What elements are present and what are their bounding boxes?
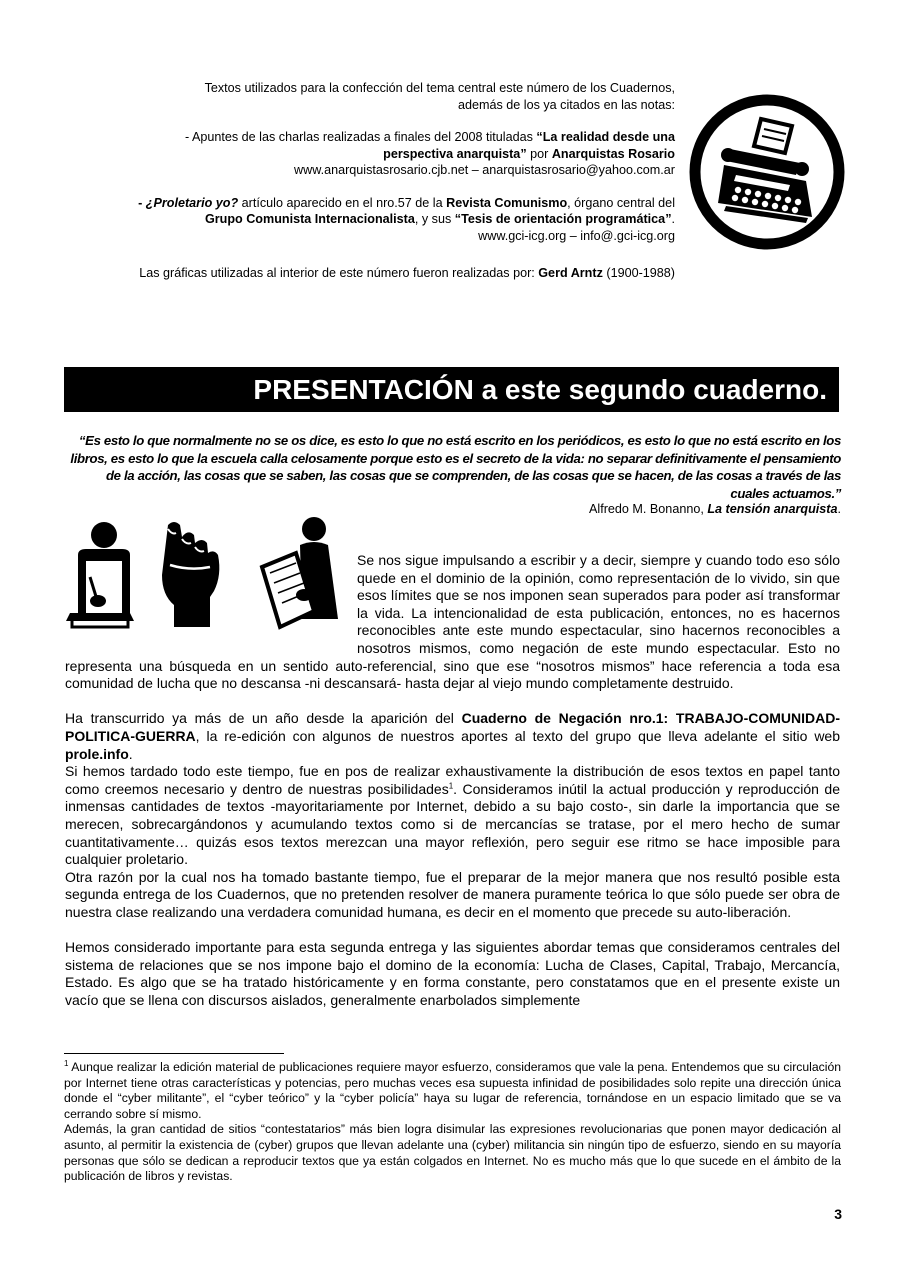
- credits-item-2-links: www.gci-icg.org – info@.gci-icg.org: [478, 228, 675, 243]
- credits-intro: Textos utilizados para la confección del tema central este número de los Cuadernos, además de los ya citados en las notas:: [204, 81, 675, 112]
- section-banner: [64, 367, 839, 412]
- typewriter-icon: [688, 93, 846, 251]
- credits-item-1: - Apuntes de las charlas realizadas a finales del 2008 tituladas “La realidad desde una perspectiva anarquista” por Anarquistas Rosario www.anarquistasrosario.cjb.net – anarquistasrosario@yahoo.com.ar: [184, 130, 675, 177]
- footnote-divider: [64, 1053, 284, 1054]
- footnote: [64, 1060, 841, 1185]
- graphics-credit: Las gráficas utilizadas al interior de este número fueron realizadas por: Gerd Arntz (1900-1988): [139, 266, 675, 280]
- paragraph-1: Se nos sigue impulsando a escribir y a decir, siempre y cuando todo eso sólo quede en el dominio de la opinión, como representación de lo vivido, sin que esos límites que se nos imponen sean superados para poder así transformar la vida. La intencionalidad de esta publicación, entonces, no es hacernos reconocibles ante este mundo espectacular, sino hacernos reconocibles a nosotros mismos, como negación de este mundo espectacular. Esto no representa una búsqueda en un sentido auto-referencial, sino que ese “nosotros mismos” hace referencia a toda esa comunidad de lucha que no descansa -ni descansará- hasta dejar al viejo mundo completamente destruido.: [65, 552, 840, 692]
- credits-item-2: - ¿Proletario yo? artículo aparecido en el nro.57 de la Revista Comunismo, órgano central del Grupo Comunista Internacionalista, y sus “Tesis de orientación programática”. www.gci-icg.org – info@.gci-icg.org: [138, 195, 675, 243]
- epigraph-quote: “Es esto lo que normalmente no se os dice, es esto lo que no está escrito en los periódicos, es esto lo que no está escrito en los libros, es esto lo que la escuela calla celosamente porque esto es el secreto de la vida: no separar definitivamente el pensamiento de la acción, las cosas que se saben, las cosas que se comprenden, de las cosas que se hacen, de las cosas a través de las cuales actuamos.”: [70, 433, 841, 501]
- credits-item-1-links: www.anarquistasrosario.cjb.net – anarquistasrosario@yahoo.com.ar: [294, 163, 675, 177]
- epigraph-attribution: Alfredo M. Bonanno, La tensión anarquista.: [589, 502, 841, 516]
- page-number: 3: [834, 1206, 842, 1222]
- presentation-body: [65, 552, 840, 1009]
- paragraph-4: Otra razón por la cual nos ha tomado bastante tiempo, fue el preparar de la mejor manera que nos resultó posible esta segunda entrega de los Cuadernos, que no pretenden resolver de manera puramente teórica lo que sólo puede ser obra de nuestra clase realizando una verdadera comunidad humana, es decir en el momento que precede su auto-liberación.: [65, 868, 840, 920]
- footnote-ref: 1: [448, 781, 454, 791]
- section-title: PRESENTACIÓN a este segundo cuaderno.: [253, 374, 827, 405]
- footnote-paragraph-1: $^1$ Aunque realizar la edición material de publicaciones requiere mayor esfuerzo, consideramos que vale la pena. Entendemos que su circulación por Internet tiene otras características y potencias, pero muchas veces esa supuesta infinidad de posibilidades solo repite una dirección única donde el “cyber militante”, el “cyber teórico” y la “cyber policía” haya su lugar de referencia, tornándose en un espacio limitado que se va cerrando sobre sí mismo.: [64, 1058, 841, 1121]
- paragraph-3: Si hemos tardado todo este tiempo, fue en pos de realizar exhaustivamente la distribución de esos textos en papel tanto como creemos necesario y dentro de nuestras posibilidades$^1$. Consideramos inútil la actual producción y reproducción de inmensas cantidades de textos -mayoritariamente por Internet, debido a su bajo costo-, sin darle la importancia que se merecen, sobrecargándonos y acumulando textos como si de mercancías se tratase, por el mero hecho de sumar cuantitativamente… quizás esos textos merezcan una mayor reflexión, pero seguir ese ritmo se hace imposible para cualquier proletario.: [65, 763, 840, 868]
- footnote-paragraph-2: Además, la gran cantidad de sitios “contestatarios” más bien logra disimular las expresiones revolucionarias que ponen mayor dedicación al asunto, al permitir la existencia de (cyber) grupos que llevan adelante una (cyber) militancia sin ningún tipo de esfuerzo, siendo en su mayoría personas que sólo se dedican a reproducir textos que ya están colgados en Internet. No es mucho más que lo que sucede en el ámbito de la publicación de libros y revistas.: [64, 1122, 841, 1184]
- credits-block: [60, 80, 675, 282]
- paragraph-2: Ha transcurrido ya más de un año desde la aparición del Cuaderno de Negación nro.1: TRABAJO-COMUNIDAD-POLITICA-GUERRA, la re-edición con algunos de nuestros aportes al texto del grupo que lleva adelante el sitio web prole.info.: [65, 710, 840, 762]
- paragraph-5: Hemos considerado importante para esta segunda entrega y las siguientes abordar temas que consideramos centrales del sistema de relaciones que se nos impone bajo el domino de la economía: Lucha de Clases, Capital, Trabajo, Mercancía, Estado. Es algo que se ha tratado históricamente y en forma constante, pero constatamos que en el presente existe un vacío que se llena con discursos aislados, generalmente enarbolados simplemente: [65, 939, 840, 1008]
- typewriter-logo: [688, 93, 846, 251]
